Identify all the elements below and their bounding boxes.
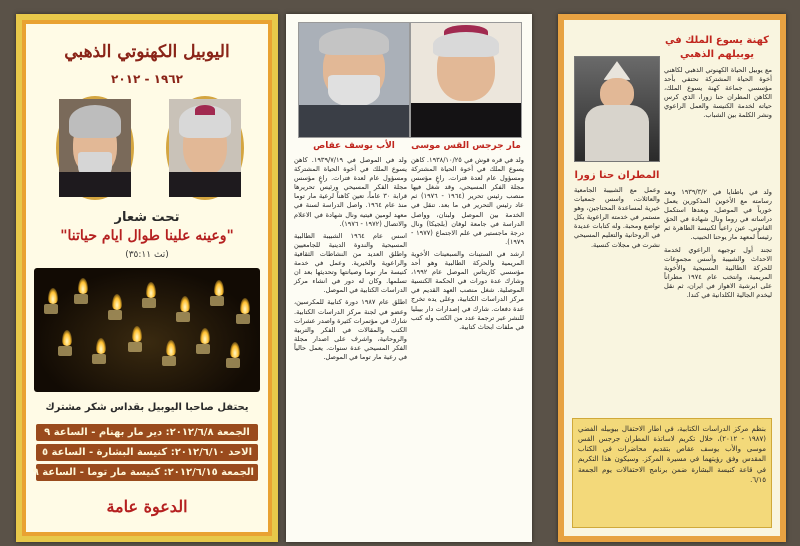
left-panel [16,14,278,542]
portrait-oval-right [166,96,244,200]
bio-paragraph: اسس عام ١٩٦٤ الشبيبة الطالبية المسيحية والندوة الدينية للجامعيين واطلق العديد من النشاطات الثقافية والراعوية والخيرية. وعمل في خدمة كنيسة مار توما وصيانتها وتحديثها بعد ان تسلمها. وكان له دور في انشاء مركز الدراسات الكتابية في الموصل. [294,231,408,295]
right-panel [558,14,786,542]
slogan-text: "وعينه علينا طوال ايام حياتنا" [60,228,234,244]
jubilee-title: اليوبيل الكهنوتي الذهبي [64,42,230,62]
bio-paragraph: اطلق عام ١٩٨٧ دورة كتابية للمكرسين، وعضو في لجنة مركز الدراسات الكتابية. شارك في مؤتمرات كثيرة واصدر عشرات الكتب والمقالات في الفكر والتربية والروحانية، واشرف على اصدار مجلة الفكر المسيحي عدة سنوات. يعمل حالياً في رعية مار توما في الموصل. [294,298,407,361]
caption-bishop: مار جرجس القس موسى [411,141,521,151]
bio-paragraph: ولد في قره قوش في ١٩٣٨/١٠/٢٥. كاهن يسوع الملك في أخوة الحياة المشتركة ومسؤول عام لعدة فترات. راعٍ مؤسس مجلة الفكر المسيحي، وقد شغل فيها منصب رئيس تحرير (١٩٦٤ - ١٩٧٦) ثم عاد رئيس التحرير في ما بعد. تنقل في الخدمة بين الموصل ولبنان، وواصل الدراسة في جامعة لوفان (بلجيكا) ونال درجة ماجستير في علم الاجتماع (١٩٧٧ - ١٩٧٩). [411,156,524,246]
bio-paragraph: ولد في الموصل في ١٩٣٩/٧/١٩. كاهن يسوع الملك في أخوة الحياة المشتركة ومسؤول عام لعدة فترات. راعٍ مؤسس مجلة الفكر المسيحي ورئيس تحريرها قرابة ٣٠ عاماً، تعين كاهناً لرعية مار توما منذ عام ١٩٦٤. واصل الدراسة لسنة في معهد لومين فيتيه ونال شهادة في الاعلام والاتصال (١٩٧٢ - ١٩٧٦). [294,156,408,228]
jubilee-years: ١٩٦٢ - ٢٠١٢ [111,72,183,86]
bio-paragraph: تجند أول توجيهه الراعوي لخدمة الاحداث والشبيبة وأسس مجموعات للحركة الطالبية المسيحية والأخوية المريمية، وانتخب عام ١٩٧٤ مطراناً على ابرشية الاهواز في ايران، ثم نقل ليخدم الجالية الكلدانية في كندا. [664,245,772,300]
bio-column-continued: وعمل مع الشبيبة الجامعية والعائلات، واسس جمعيات خيرية لمساعدة المحتاجين، وهو مستمر في خدمته الراعوية بكل تواضع ومحبة. وله كتابات عديدة في الروحانية والتعليم المسيحي نشرت في مجلات كنسية. [574,186,660,249]
intro-text: مع يوبيل الحياة الكهنوتي الذهبي لكاهني أخوة الحياة المشتركة نحتفي بأحد مؤسسي جماعة كهنة يسوع الملك، الكاهن المطران حنا زورا، الذي كرس حياته لخدمة الكنيسة والعمل الراعوي ونشر الكلمة بين الشباب. [664,66,772,120]
bio-column-bishop [411,156,524,534]
bio-paragraph: ولد في باطنايا في ١٩٣٩/٣/٢ وبعد رسامته مع الأخوين المذكورين يعمل خورياً في الموصل، وبعدها استكمل دراساته في روما ونال شهادة في الحق القانوني. عين راعياً لكنيسة الطاهرة ثم رئيساً لمعهد مار يوحنا الحبيب. [664,188,772,242]
caption-priest: الأب يوسف عقاص [313,141,395,151]
left-panel-frame [22,20,272,536]
bio-column-priest [294,156,407,534]
scripture-reference: (تث ٣٥:١١) [125,250,169,260]
event-item: الاحد ٢٠١٢/٦/١٠: كنيسة البشارة - الساعة ٥ [36,444,258,461]
portrait-oval-left [56,96,134,200]
right-panel-header: كهنة يسوع الملك في يوبيلهم الذهبي [665,35,769,60]
event-schedule [32,424,258,484]
caption-archbishop: المطران حنا زورا [574,170,660,181]
event-item: الجمعة ٢٠١٢/٦/٨: دير مار بهنام - الساعة ٩ [36,424,258,441]
mass-invitation: يحتفل صاحبا اليوبيل بقداس شكر مشترك [45,402,249,413]
event-item: الجمعة ٢٠١٢/٦/١٥: كنيسة مار توما - الساعة ٩ [36,464,258,481]
photo-bishop [410,22,522,138]
photo-archbishop [574,56,660,162]
slogan-intro: تحت شعار [114,210,180,225]
bio-column-archbishop [664,188,772,418]
middle-panel [286,14,532,542]
public-invitation: الدعوة عامة [106,497,188,516]
candles-image [34,268,260,392]
study-center-note: بنظم مركز الدراسات الكتابية، في اطار الاحتفال بيوبيله الفضي (١٩٨٧ - ٢٠١٢)، خلال تكريم لاساتذة المطران جرجس القس موسى والأب يوسف عقاص بتقديم محاضرات في الكتاب المقدس وفق رؤيتهما في مسيرة المركز. وسيكون هذا التكريم في قاعة كنيسة البشارة ضمن برنامج الاحتفالات يوم الجمعة ٦/١٥. [572,418,772,528]
bio-paragraph: ارشد في الستينات والسبعينات الأخوية المريمية والحركة الطالبية وهو أحد مؤسسي كاريتاس الموصل عام ١٩٩٢، وشارك عدة دورات في الحكمة الكنسية الموصلية. شغل منصب العهد القديم في مركز الدراسات الكتابية، وعلى يده تخرج عدة دفعات. شارك في إصدارات دار بيبليا للنشر عبر ترجمة عدد من الكتب وله كتب في ملفات ابحاث كتابية. [411,249,524,331]
photo-priest [298,22,410,138]
